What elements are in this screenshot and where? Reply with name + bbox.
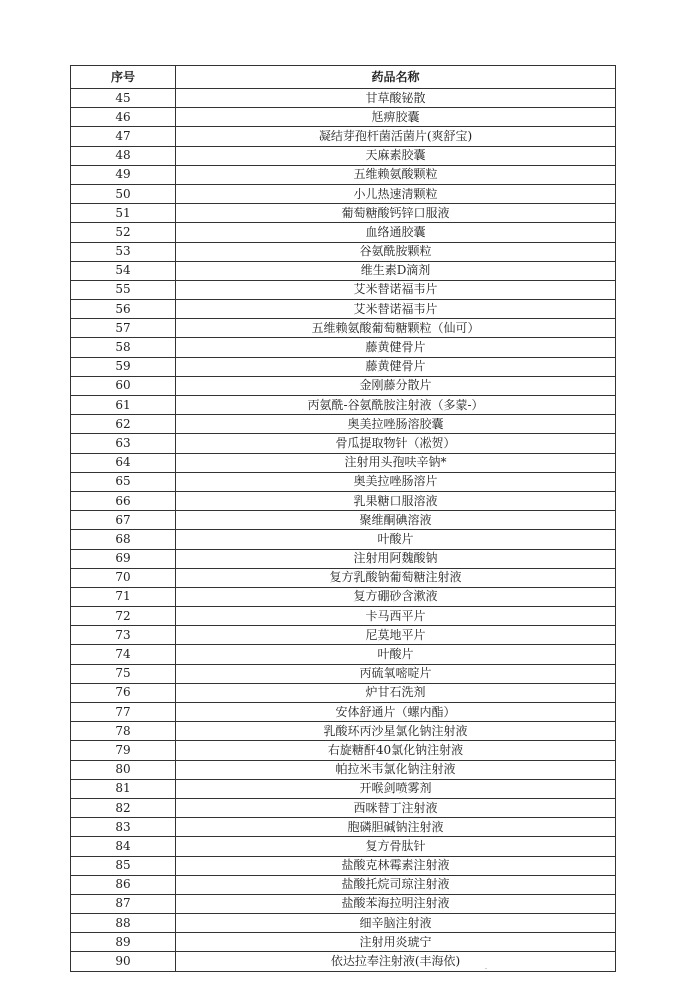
drug-name-cell: 盐酸苯海拉明注射液	[176, 894, 616, 913]
serial-number-cell: 57	[71, 319, 176, 338]
serial-number-cell: 65	[71, 472, 176, 491]
drug-name-cell: 注射用头孢呋辛钠*	[176, 453, 616, 472]
table-row	[71, 223, 616, 242]
table-row	[71, 607, 616, 626]
serial-number-cell: 46	[71, 108, 176, 127]
drug-name-cell: 乳酸环丙沙星氯化钠注射液	[176, 722, 616, 741]
drug-name-cell: 血络通胶囊	[176, 223, 616, 242]
serial-number-cell: 77	[71, 703, 176, 722]
drug-name-cell: 天麻素胶囊	[176, 146, 616, 165]
drug-name-cell: 丙氨酰-谷氨酰胺注射液（多蒙-）	[176, 396, 616, 415]
table-row	[71, 530, 616, 549]
table-row	[71, 837, 616, 856]
drug-name-cell: 丙硫氧嘧啶片	[176, 664, 616, 683]
table-row	[71, 204, 616, 223]
drug-name-cell: 盐酸克林霉素注射液	[176, 856, 616, 875]
serial-number-cell: 49	[71, 165, 176, 184]
drug-name-cell: 帕拉米韦氯化钠注射液	[176, 760, 616, 779]
drug-name-cell: 叶酸片	[176, 645, 616, 664]
serial-number-cell: 62	[71, 415, 176, 434]
serial-number-cell: 83	[71, 818, 176, 837]
drug-name-cell: 葡萄糖酸钙锌口服液	[176, 204, 616, 223]
serial-number-cell: 53	[71, 242, 176, 261]
serial-number-cell: 50	[71, 184, 176, 203]
serial-number-cell: 73	[71, 626, 176, 645]
drug-name-cell: 开喉剑喷雾剂	[176, 779, 616, 798]
drug-name-cell: 西咪替丁注射液	[176, 798, 616, 817]
table-row	[71, 434, 616, 453]
drug-name-cell: 炉甘石洗剂	[176, 683, 616, 702]
serial-number-cell: 80	[71, 760, 176, 779]
drug-name-cell: 五维赖氨酸葡萄糖颗粒（仙可）	[176, 319, 616, 338]
drug-name-cell: 聚维酮碘溶液	[176, 511, 616, 530]
table-row	[71, 127, 616, 146]
table-row	[71, 741, 616, 760]
drug-name-cell: 安体舒通片（螺内酯）	[176, 703, 616, 722]
table-row	[71, 146, 616, 165]
serial-number-cell: 68	[71, 530, 176, 549]
table-row	[71, 396, 616, 415]
drug-name-cell: 骨瓜提取物针（凇贺）	[176, 434, 616, 453]
table-row	[71, 300, 616, 319]
drug-name-cell: 甘草酸铋散	[176, 89, 616, 108]
serial-number-cell: 59	[71, 357, 176, 376]
table-row	[71, 261, 616, 280]
serial-number-cell: 69	[71, 549, 176, 568]
serial-number-cell: 87	[71, 894, 176, 913]
table-row	[71, 798, 616, 817]
table-row	[71, 818, 616, 837]
serial-number-cell: 48	[71, 146, 176, 165]
serial-number-cell: 61	[71, 396, 176, 415]
drug-name-cell: 谷氨酰胺颗粒	[176, 242, 616, 261]
serial-number-cell: 86	[71, 875, 176, 894]
drug-name-cell: 小儿热速清颗粒	[176, 184, 616, 203]
table-row	[71, 184, 616, 203]
serial-number-cell: 72	[71, 607, 176, 626]
serial-number-cell: 88	[71, 914, 176, 933]
table-row	[71, 587, 616, 606]
drug-name-cell: 复方乳酸钠葡萄糖注射液	[176, 568, 616, 587]
serial-number-cell: 85	[71, 856, 176, 875]
table-row	[71, 453, 616, 472]
table-row	[71, 319, 616, 338]
serial-number-cell: 47	[71, 127, 176, 146]
serial-number-cell: 55	[71, 280, 176, 299]
drug-name-cell: 胞磷胆碱钠注射液	[176, 818, 616, 837]
header-serial-number: 序号	[71, 66, 176, 89]
drug-name-cell: 乳果糖口服溶液	[176, 491, 616, 510]
serial-number-cell: 78	[71, 722, 176, 741]
table-row	[71, 933, 616, 952]
drug-name-cell: 金刚藤分散片	[176, 376, 616, 395]
table-row	[71, 415, 616, 434]
table-row	[71, 779, 616, 798]
table-row	[71, 338, 616, 357]
table-row	[71, 357, 616, 376]
serial-number-cell: 54	[71, 261, 176, 280]
serial-number-cell: 79	[71, 741, 176, 760]
drug-name-cell: 复方硼砂含漱液	[176, 587, 616, 606]
drug-name-cell: 藤黄健骨片	[176, 357, 616, 376]
table-row	[71, 875, 616, 894]
drug-name-cell: 凝结芽孢杆菌活菌片(爽舒宝)	[176, 127, 616, 146]
table-row	[71, 376, 616, 395]
table-row	[71, 703, 616, 722]
table-row	[71, 626, 616, 645]
table-row	[71, 108, 616, 127]
table-row	[71, 722, 616, 741]
serial-number-cell: 64	[71, 453, 176, 472]
serial-number-cell: 81	[71, 779, 176, 798]
table-row	[71, 280, 616, 299]
table-row	[71, 89, 616, 108]
table-row	[71, 664, 616, 683]
drug-name-cell: 艾米替诺福韦片	[176, 280, 616, 299]
drug-name-cell: 盐酸托烷司琼注射液	[176, 875, 616, 894]
drug-name-cell: 维生素D滴剂	[176, 261, 616, 280]
serial-number-cell: 52	[71, 223, 176, 242]
table-row	[71, 491, 616, 510]
table-body	[71, 89, 616, 972]
drug-name-cell: 叶酸片	[176, 530, 616, 549]
serial-number-cell: 60	[71, 376, 176, 395]
table-row	[71, 952, 616, 971]
serial-number-cell: 45	[71, 89, 176, 108]
table-row	[71, 894, 616, 913]
table-row	[71, 472, 616, 491]
serial-number-cell: 58	[71, 338, 176, 357]
serial-number-cell: 74	[71, 645, 176, 664]
table-row	[71, 568, 616, 587]
drug-name-cell: 尪痹胶囊	[176, 108, 616, 127]
table-header-row	[71, 66, 616, 89]
serial-number-cell: 51	[71, 204, 176, 223]
drug-name-cell: 五维赖氨酸颗粒	[176, 165, 616, 184]
drug-name-cell: 依达拉奉注射液(丰海依)	[176, 952, 616, 971]
drug-name-cell: 卡马西平片	[176, 607, 616, 626]
drug-name-cell: 藤黄健骨片	[176, 338, 616, 357]
serial-number-cell: 67	[71, 511, 176, 530]
serial-number-cell: 63	[71, 434, 176, 453]
serial-number-cell: 71	[71, 587, 176, 606]
drug-name-cell: 奥美拉唑肠溶片	[176, 472, 616, 491]
serial-number-cell: 76	[71, 683, 176, 702]
table-row	[71, 914, 616, 933]
table-row	[71, 549, 616, 568]
serial-number-cell: 70	[71, 568, 176, 587]
table-row	[71, 856, 616, 875]
table-row	[71, 760, 616, 779]
serial-number-cell: 66	[71, 491, 176, 510]
header-drug-name: 药品名称	[176, 66, 616, 89]
drug-name-cell: 细辛脑注射液	[176, 914, 616, 933]
table-row	[71, 683, 616, 702]
table-row	[71, 165, 616, 184]
scan-speck	[485, 968, 487, 969]
serial-number-cell: 75	[71, 664, 176, 683]
drug-name-cell: 奥美拉唑肠溶胶囊	[176, 415, 616, 434]
serial-number-cell: 82	[71, 798, 176, 817]
drug-name-cell: 注射用炎琥宁	[176, 933, 616, 952]
table-row	[71, 645, 616, 664]
serial-number-cell: 90	[71, 952, 176, 971]
table-row	[71, 511, 616, 530]
drug-name-cell: 注射用阿魏酸钠	[176, 549, 616, 568]
drug-name-cell: 复方骨肽针	[176, 837, 616, 856]
table-row	[71, 242, 616, 261]
drug-name-cell: 艾米替诺福韦片	[176, 300, 616, 319]
drug-name-cell: 右旋糖酐40氯化钠注射液	[176, 741, 616, 760]
serial-number-cell: 84	[71, 837, 176, 856]
serial-number-cell: 56	[71, 300, 176, 319]
serial-number-cell: 89	[71, 933, 176, 952]
drug-name-cell: 尼莫地平片	[176, 626, 616, 645]
drug-list-table	[70, 65, 616, 972]
